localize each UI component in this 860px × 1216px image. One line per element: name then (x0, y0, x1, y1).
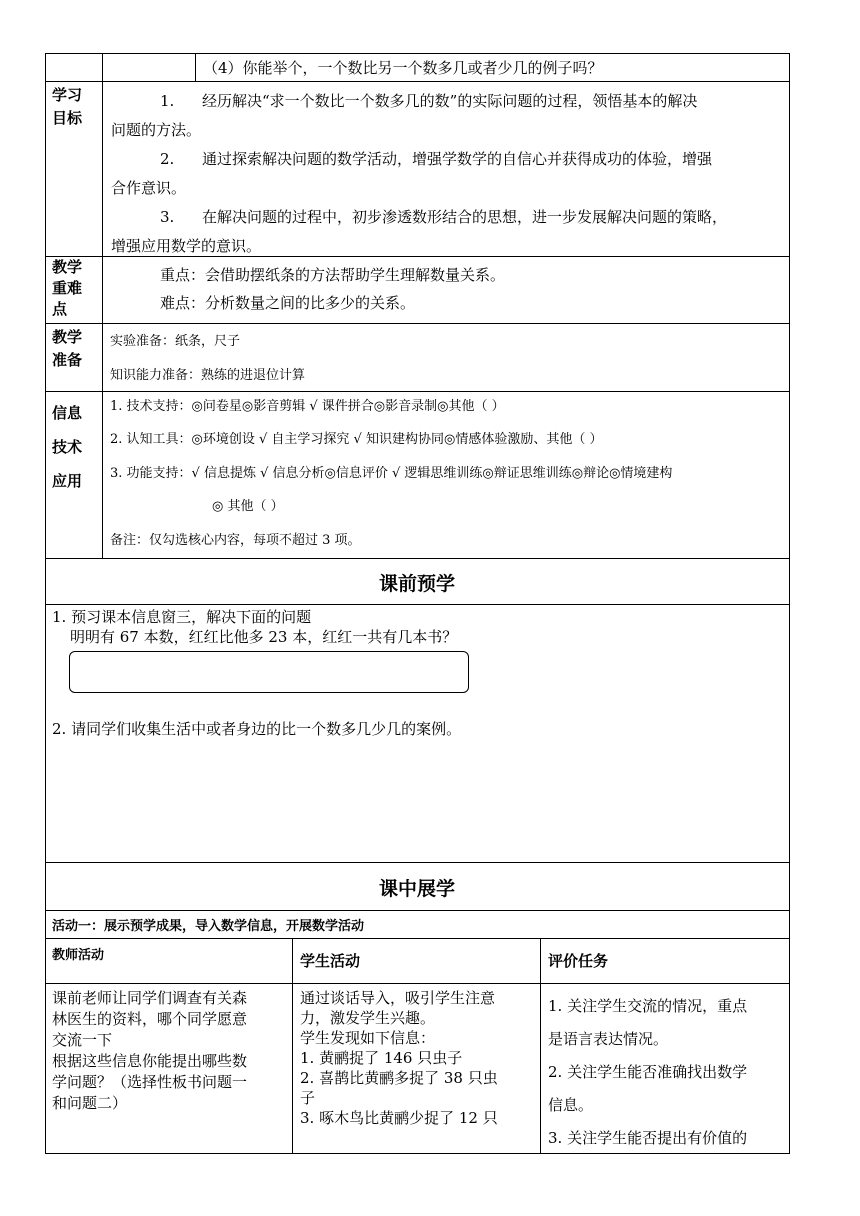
goal-2-number: 2. (160, 150, 175, 168)
info-tech-label: 信息 技术 应用 (52, 404, 83, 490)
student-activity-cell: 通过谈话导入，吸引学生注意 力，激发学生兴趣。 学生发现如下信息： 1. 黄鹂捉了 146 只虫子 2. 喜鹊比黄鹂多捉了 38 只虫 子 3. 啄木鸟比黄鹂少捉了 12 只 (300, 989, 498, 1127)
column-header-student: 学生活动 (300, 952, 361, 970)
preview-section-title: 课前预学 (378, 573, 455, 595)
prep-experiment: 实验准备：纸条，尺子 (110, 334, 241, 349)
preview-question-1-detail: 明明有 67 本数，红红比他多 23 本，红红一共有几本书？ (70, 628, 458, 646)
preview-question-1: 1. 预习课本信息窗三，解决下面的问题 (52, 608, 312, 626)
learning-goals-label: 学习 目标 (52, 86, 83, 127)
evaluation-task-cell: 1. 关注学生交流的情况，重点 是语言表达情况。 2. 关注学生能否准确找出数学 信息。 3. 关注学生能否提出有价值的 (548, 997, 748, 1147)
goal-1-number: 1. (160, 92, 175, 110)
goal-2-text: 通过探索解决问题的数学活动，增强学数学的自信心并获得成功的体验，增强 (202, 150, 713, 168)
answer-input-box[interactable] (69, 651, 469, 693)
column-header-evaluation: 评价任务 (548, 952, 609, 970)
preview-question-2: 2. 请同学们收集生活中或者身边的比一个数多几少几的案例。 (52, 720, 462, 738)
in-class-section-title: 课中展学 (378, 878, 455, 900)
goal-3-text-cont: 增强应用数学的意识。 (111, 237, 262, 255)
key-points-label: 教学 重难 点 (52, 258, 83, 318)
goal-1-text-cont: 问题的方法。 (111, 121, 202, 139)
info-cognitive-tools: 2. 认知工具：◎环境创设 √ 自主学习探究 √ 知识建构协同◎情感体验激励、其他（ ） (110, 432, 603, 447)
info-other: ◎ 其他（ ） (212, 499, 284, 514)
goal-1-text: 经历解决“求一个数比一个数多几的数”的实际问题的过程，领悟基本的解决 (202, 92, 698, 110)
goal-2-text-cont: 合作意识。 (111, 179, 187, 197)
column-header-teacher: 教师活动 (52, 948, 105, 963)
prep-knowledge: 知识能力准备：熟练的进退位计算 (110, 368, 306, 383)
activity-one-heading: 活动一：展示预学成果，导入数学信息，开展数学活动 (52, 919, 365, 934)
info-note: 备注：仅勾选核心内容，每项不超过 3 项。 (110, 533, 361, 548)
teacher-activity-cell: 课前老师让同学们调查有关森 林医生的资料，哪个同学愿意 交流一下 根据这些信息你能提出哪些数 学问题？（选择性板书问题一 和问题二） (52, 989, 248, 1112)
key-difficulty: 难点：分析数量之间的比多少的关系。 (160, 294, 416, 312)
preparation-label: 教学 准备 (52, 328, 83, 369)
key-focus: 重点：会借助摆纸条的方法帮助学生理解数量关系。 (160, 266, 506, 284)
goal-3-text: 在解决问题的过程中，初步渗透数形结合的思想，进一步发展解决问题的策略， (202, 208, 728, 226)
info-function-support: 3. 功能支持：√ 信息提炼 √ 信息分析◎信息评价 √ 逻辑思维训练◎辩证思维训练◎辩论◎情境建构 (110, 466, 673, 481)
goal-3-number: 3. (160, 208, 175, 226)
header-question: （4）你能举个，一个数比另一个数多几或者少几的例子吗？ (203, 59, 603, 77)
info-tech-support: 1. 技术支持：◎问卷星◎影音剪辑 √ 课件拼合◎影音录制◎其他（ ） (110, 399, 505, 414)
